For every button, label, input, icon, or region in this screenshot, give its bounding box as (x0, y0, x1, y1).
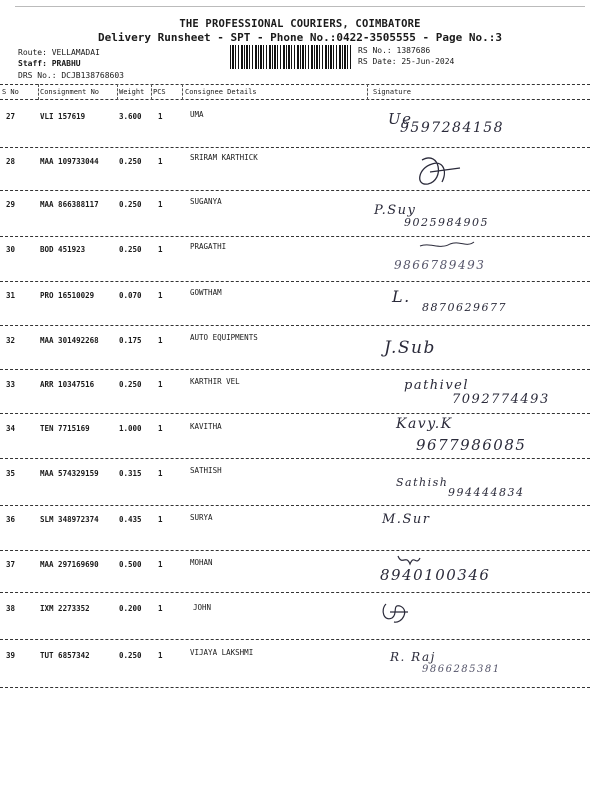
signature-phone: 8940100346 (380, 566, 491, 584)
row-sno: 38 (6, 604, 16, 613)
row-pcs: 1 (158, 651, 163, 660)
row-consignee: JOHN (193, 603, 212, 612)
signature-phone: 9025984905 (404, 216, 489, 229)
drs-number: DRS No.: DCJB138768603 (18, 71, 124, 80)
signature-image (370, 150, 585, 190)
row-consignment: ARR 10347516 (40, 380, 95, 389)
row-weight: 0.175 (119, 336, 142, 345)
row-pcs: 1 (158, 604, 163, 613)
row-sno: 28 (6, 157, 16, 166)
row-consignee: UMA (190, 110, 204, 119)
row-consignee: SUGANYA (190, 197, 222, 206)
row-consignee: KAVITHA (190, 422, 222, 431)
signature-phone: 9866789493 (394, 258, 486, 272)
signature-image (370, 334, 585, 374)
row-sno: 29 (6, 200, 16, 209)
row-pcs: 1 (158, 157, 163, 166)
signature-name: pathivel (404, 378, 470, 393)
row-consignment: MAA 109733044 (40, 157, 99, 166)
row-consignee: SURYA (190, 513, 213, 522)
row-weight: 0.250 (119, 651, 142, 660)
row-weight: 0.250 (119, 245, 142, 254)
signature-image (370, 376, 585, 416)
row-weight: 0.315 (119, 469, 142, 478)
row-pcs: 1 (158, 336, 163, 345)
row-divider (0, 325, 590, 326)
signature-image (370, 474, 585, 514)
row-divider (0, 147, 590, 148)
row-consignment: MAA 301492268 (40, 336, 99, 345)
signature-phone: 8870629677 (422, 301, 507, 314)
signature-phone: 9597284158 (400, 120, 505, 136)
col-pcs: PCS (153, 88, 166, 96)
col-divider (151, 84, 152, 100)
row-consignment: PRO 16510029 (40, 291, 95, 300)
row-divider (0, 413, 590, 414)
rs-number: RS No.: 1387686 (358, 46, 431, 55)
row-consignment: IXM 2273352 (40, 604, 90, 613)
signature-name: R. Raj (390, 650, 436, 664)
row-consignee: KARTHIR VEL (190, 377, 240, 386)
signature-name: Kavy.K (396, 416, 453, 432)
signature-phone: 7092774493 (452, 392, 550, 407)
signature-name: Ue (388, 110, 413, 128)
rs-date: RS Date: 25-Jun-2024 (358, 57, 455, 66)
row-sno: 34 (6, 424, 16, 433)
row-divider (0, 369, 590, 370)
header-rule-bottom (0, 99, 590, 100)
row-divider (0, 281, 590, 282)
row-sno: 31 (6, 291, 16, 300)
col-divider (117, 84, 118, 100)
signature-phone: 994444834 (448, 486, 525, 499)
row-pcs: 1 (158, 560, 163, 569)
row-divider (0, 550, 590, 551)
runsheet-subtitle: Delivery Runsheet - SPT - Phone No.:0422-3505555 - Page No.:3 (98, 31, 502, 44)
signature-name: J.Sub (384, 338, 436, 358)
signature-image (370, 648, 585, 688)
row-divider (0, 190, 590, 191)
col-divider (38, 84, 39, 100)
col-consignee: Consignee Details (185, 88, 257, 96)
signature-image (370, 416, 585, 456)
signature-image (370, 552, 585, 592)
barcode-image (230, 45, 353, 69)
row-sno: 33 (6, 380, 16, 389)
row-consignment: MAA 574329159 (40, 469, 99, 478)
row-divider (0, 505, 590, 506)
row-pcs: 1 (158, 515, 163, 524)
row-sno: 39 (6, 651, 16, 660)
row-pcs: 1 (158, 245, 163, 254)
row-pcs: 1 (158, 200, 163, 209)
row-sno: 35 (6, 469, 16, 478)
row-sno: 37 (6, 560, 16, 569)
row-sno: 30 (6, 245, 16, 254)
row-divider (0, 687, 590, 688)
col-divider (367, 84, 368, 100)
header-rule-top (0, 84, 590, 85)
row-consignee: GOWTHAM (190, 288, 222, 297)
row-weight: 0.250 (119, 157, 142, 166)
row-pcs: 1 (158, 424, 163, 433)
row-weight: 0.500 (119, 560, 142, 569)
signature-image (370, 238, 585, 278)
row-weight: 0.250 (119, 380, 142, 389)
row-consignee: SRIRAM KARTHICK (190, 153, 258, 162)
row-consignment: BOD 451923 (40, 245, 86, 254)
row-weight: 0.435 (119, 515, 142, 524)
col-divider (182, 84, 183, 100)
staff-label: Staff: PRABHU (18, 59, 81, 68)
signature-image (370, 592, 585, 632)
signature-image (370, 108, 585, 148)
row-consignment: MAA 297169690 (40, 560, 99, 569)
top-rule (15, 6, 585, 7)
row-pcs: 1 (158, 380, 163, 389)
row-divider (0, 458, 590, 459)
row-consignment: TEN 7715169 (40, 424, 90, 433)
signature-name: Sathish (396, 476, 449, 489)
row-sno: 27 (6, 112, 16, 121)
row-consignment: VLI 157619 (40, 112, 86, 121)
row-consignee: SATHISH (190, 466, 222, 475)
signature-phone: 9677986085 (416, 436, 527, 454)
signature-name: M.Sur (382, 512, 431, 527)
signature-name: P.Suy (374, 203, 417, 218)
row-consignee: VIJAYA LAKSHMI (190, 648, 254, 657)
row-divider (0, 639, 590, 640)
row-divider (0, 236, 590, 237)
company-title: THE PROFESSIONAL COURIERS, COIMBATORE (179, 18, 421, 30)
signature-image (370, 203, 585, 243)
row-sno: 36 (6, 515, 16, 524)
row-consignment: SLM 348972374 (40, 515, 99, 524)
signature-image (370, 287, 585, 327)
route-label: Route: VELLAMADAI (18, 48, 100, 57)
col-sno: S No (2, 88, 19, 96)
row-pcs: 1 (158, 469, 163, 478)
row-weight: 1.000 (119, 424, 142, 433)
row-pcs: 1 (158, 112, 163, 121)
row-consignee: MOHAN (190, 558, 213, 567)
row-weight: 0.070 (119, 291, 142, 300)
col-weight: Weight (119, 88, 145, 96)
signature-image (370, 510, 585, 550)
row-weight: 0.250 (119, 200, 142, 209)
row-pcs: 1 (158, 291, 163, 300)
row-consignee: AUTO EQUIPMENTS (190, 333, 258, 342)
row-consignment: TUT 6857342 (40, 651, 90, 660)
col-consignment: Consignment No (40, 88, 100, 96)
row-consignee: PRAGATHI (190, 242, 227, 251)
row-weight: 0.200 (119, 604, 142, 613)
signature-name: L. (392, 287, 411, 306)
row-consignment: MAA 866388117 (40, 200, 99, 209)
row-weight: 3.600 (119, 112, 142, 121)
signature-phone: 9866285381 (422, 664, 501, 675)
row-sno: 32 (6, 336, 16, 345)
col-signature: Signature (373, 88, 411, 96)
